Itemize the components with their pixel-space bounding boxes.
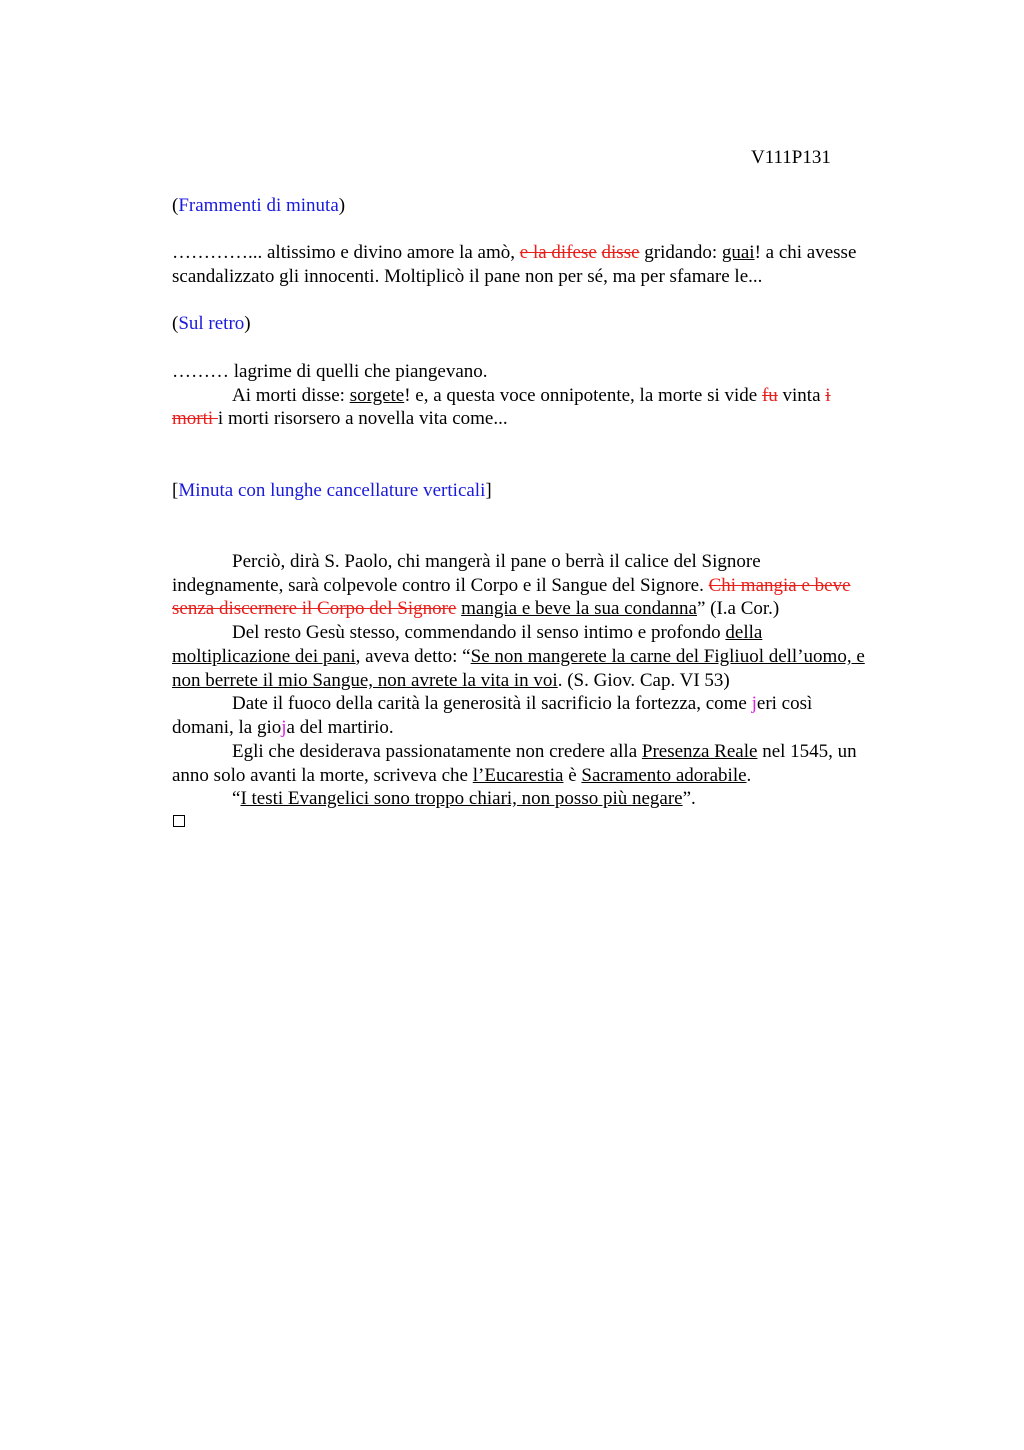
text-run: i morti risorsero a novella vita come... bbox=[217, 408, 508, 429]
section-heading-sul-retro bbox=[172, 312, 251, 336]
text-line bbox=[232, 740, 857, 764]
underlined-text: Presenza Reale bbox=[641, 741, 758, 762]
text-line bbox=[172, 645, 865, 669]
deleted-text: Chi mangia e beve bbox=[708, 575, 851, 596]
text-run: a del martirio. bbox=[286, 717, 394, 738]
underlined-text: sorgete bbox=[349, 385, 405, 406]
text-line bbox=[172, 764, 751, 788]
paren-close: ) bbox=[338, 195, 346, 216]
inserted-text: j bbox=[281, 717, 287, 738]
text-run: domani, la gio bbox=[172, 717, 282, 738]
heading-text: Minuta con lunghe cancellature verticali bbox=[178, 480, 486, 501]
bracket-close: ] bbox=[485, 480, 492, 501]
text-line bbox=[172, 597, 779, 621]
text-line: ……… lagrime di quelli che piangevano. bbox=[172, 361, 488, 382]
text-line bbox=[232, 692, 812, 716]
paren-open: ( bbox=[172, 195, 179, 216]
text-line bbox=[232, 621, 762, 645]
deleted-text: e la difese bbox=[519, 242, 597, 263]
deleted-text: senza discernere il Corpo del Signore bbox=[172, 598, 457, 619]
underlined-text: moltiplicazione dei pani bbox=[172, 646, 356, 667]
text-line: Perciò, dirà S. Paolo, chi mangerà il pane o berrà il calice del Signore bbox=[232, 551, 761, 572]
deleted-text: morti bbox=[172, 408, 218, 429]
text-run: eri così bbox=[756, 693, 813, 714]
text-run: ”. bbox=[682, 788, 696, 809]
text-line bbox=[172, 716, 394, 740]
paren-open: ( bbox=[172, 313, 179, 334]
underlined-text: I testi Evangelici sono troppo chiari, non posso più negare bbox=[240, 788, 683, 809]
text-line bbox=[172, 574, 851, 598]
text-run: . (S. Giov. Cap. VI 53) bbox=[557, 670, 730, 691]
text-run: è bbox=[563, 765, 582, 786]
text-line bbox=[232, 384, 831, 408]
text-run: Egli che desiderava passionatamente non credere alla bbox=[232, 741, 642, 762]
underlined-text: non berrete il mio Sangue, non avrete la vita in voi bbox=[172, 670, 558, 691]
text-run: . bbox=[746, 765, 752, 786]
text-line bbox=[232, 787, 696, 811]
reference-code: V111P131 bbox=[751, 147, 831, 168]
inserted-text: j bbox=[751, 693, 757, 714]
deleted-text: fu bbox=[761, 385, 778, 406]
paren-close: ) bbox=[244, 313, 251, 334]
deleted-text: disse bbox=[601, 242, 640, 263]
section-heading-frammenti bbox=[172, 194, 345, 218]
deleted-text: i bbox=[825, 385, 831, 406]
text-run: gridando: bbox=[639, 242, 722, 263]
text-run: ! e, a questa voce onnipotente, la morte si vide bbox=[404, 385, 762, 406]
text-line: scandalizzato gli innocenti. Moltiplicò il pane non per sé, ma per sfamare le... bbox=[172, 266, 763, 287]
empty-square-icon bbox=[173, 815, 185, 827]
underlined-text: guai bbox=[721, 242, 755, 263]
text-run: ! a chi avesse bbox=[754, 242, 857, 263]
text-run: anno solo avanti la morte, scriveva che bbox=[172, 765, 473, 786]
underlined-text: Se non mangerete la carne del Figliuol dell’uomo, e bbox=[470, 646, 865, 667]
text-line bbox=[172, 407, 508, 431]
underlined-text: della bbox=[725, 622, 763, 643]
heading-text: Sul retro bbox=[178, 313, 245, 334]
text-run: nel 1545, un bbox=[757, 741, 857, 762]
heading-text: Frammenti di minuta bbox=[178, 195, 339, 216]
text-line bbox=[172, 669, 730, 693]
text-run: Date il fuoco della carità la generosità il sacrificio la fortezza, come bbox=[232, 693, 752, 714]
bracket-open: [ bbox=[172, 480, 179, 501]
section-heading-minuta bbox=[172, 479, 492, 503]
text-run: ” (I.a Cor.) bbox=[696, 598, 780, 619]
text-run: …………... altissimo e divino amore la amò, bbox=[172, 242, 520, 263]
underlined-text: Sacramento adorabile bbox=[581, 765, 747, 786]
text-run: Del resto Gesù stesso, commendando il senso intimo e profondo bbox=[232, 622, 726, 643]
text-run: vinta bbox=[777, 385, 826, 406]
text-line bbox=[172, 241, 856, 265]
text-run: Ai morti disse: bbox=[232, 385, 350, 406]
underlined-text: mangia e beve la sua condanna bbox=[461, 598, 697, 619]
text-run: “ bbox=[232, 788, 241, 809]
underlined-text: l’Eucarestia bbox=[472, 765, 564, 786]
text-run: , aveva detto: “ bbox=[355, 646, 471, 667]
text-run: indegnamente, sarà colpevole contro il Corpo e il Sangue del Signore. bbox=[172, 575, 709, 596]
